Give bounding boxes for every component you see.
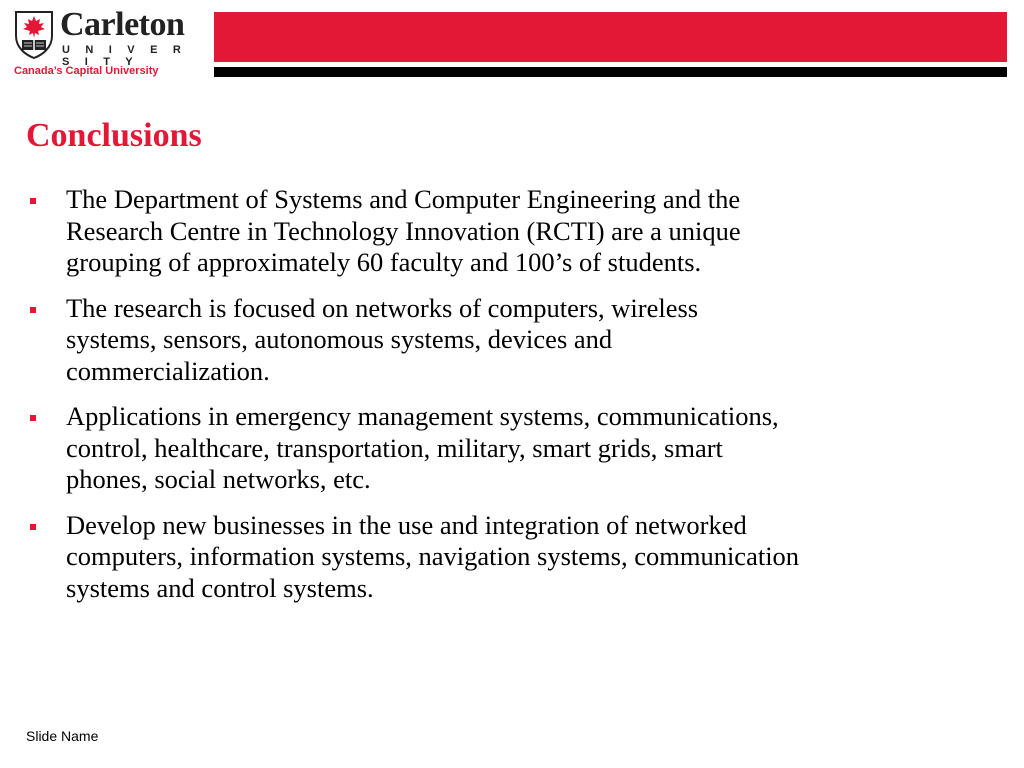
carleton-logo bbox=[14, 8, 204, 80]
slide-title: Conclusions bbox=[26, 117, 202, 154]
bullet-item bbox=[28, 293, 988, 388]
logo-subtitle: U N I V E R S I T Y bbox=[62, 44, 188, 68]
bullet-list bbox=[28, 184, 988, 618]
footer-slide-name: Slide Name bbox=[26, 728, 99, 744]
bullet-item bbox=[28, 510, 988, 605]
bullet-item bbox=[28, 401, 988, 496]
logo-tagline: Canada’s Capital University bbox=[14, 65, 159, 77]
square-bullet-icon bbox=[30, 524, 36, 530]
square-bullet-icon bbox=[30, 307, 36, 313]
bullet-item bbox=[28, 184, 988, 279]
bullet-text: Applications in emergency management systems, communications, control, healthcare, transportation, military, smart grids, smart phones, social networks, etc. bbox=[66, 401, 779, 494]
header-red-bar bbox=[214, 12, 1007, 62]
square-bullet-icon bbox=[30, 415, 36, 421]
bullet-text: The research is focused on networks of computers, wireless systems, sensors, autonomous systems, devices and commercialization. bbox=[66, 292, 699, 386]
square-bullet-icon bbox=[30, 198, 36, 204]
header-black-bar bbox=[214, 67, 1007, 77]
bullet-text: Develop new businesses in the use and integration of networked computers, information systems, navigation systems, communication systems and control systems. bbox=[66, 509, 800, 603]
bullet-text: The Department of Systems and Computer Engineering and the Research Centre in Technology Innovation (RCTI) are a unique grouping of approximately 60 faculty and 100’s of students. bbox=[66, 184, 741, 277]
logo-wordmark: Carleton bbox=[60, 6, 185, 43]
shield-icon bbox=[14, 10, 54, 60]
